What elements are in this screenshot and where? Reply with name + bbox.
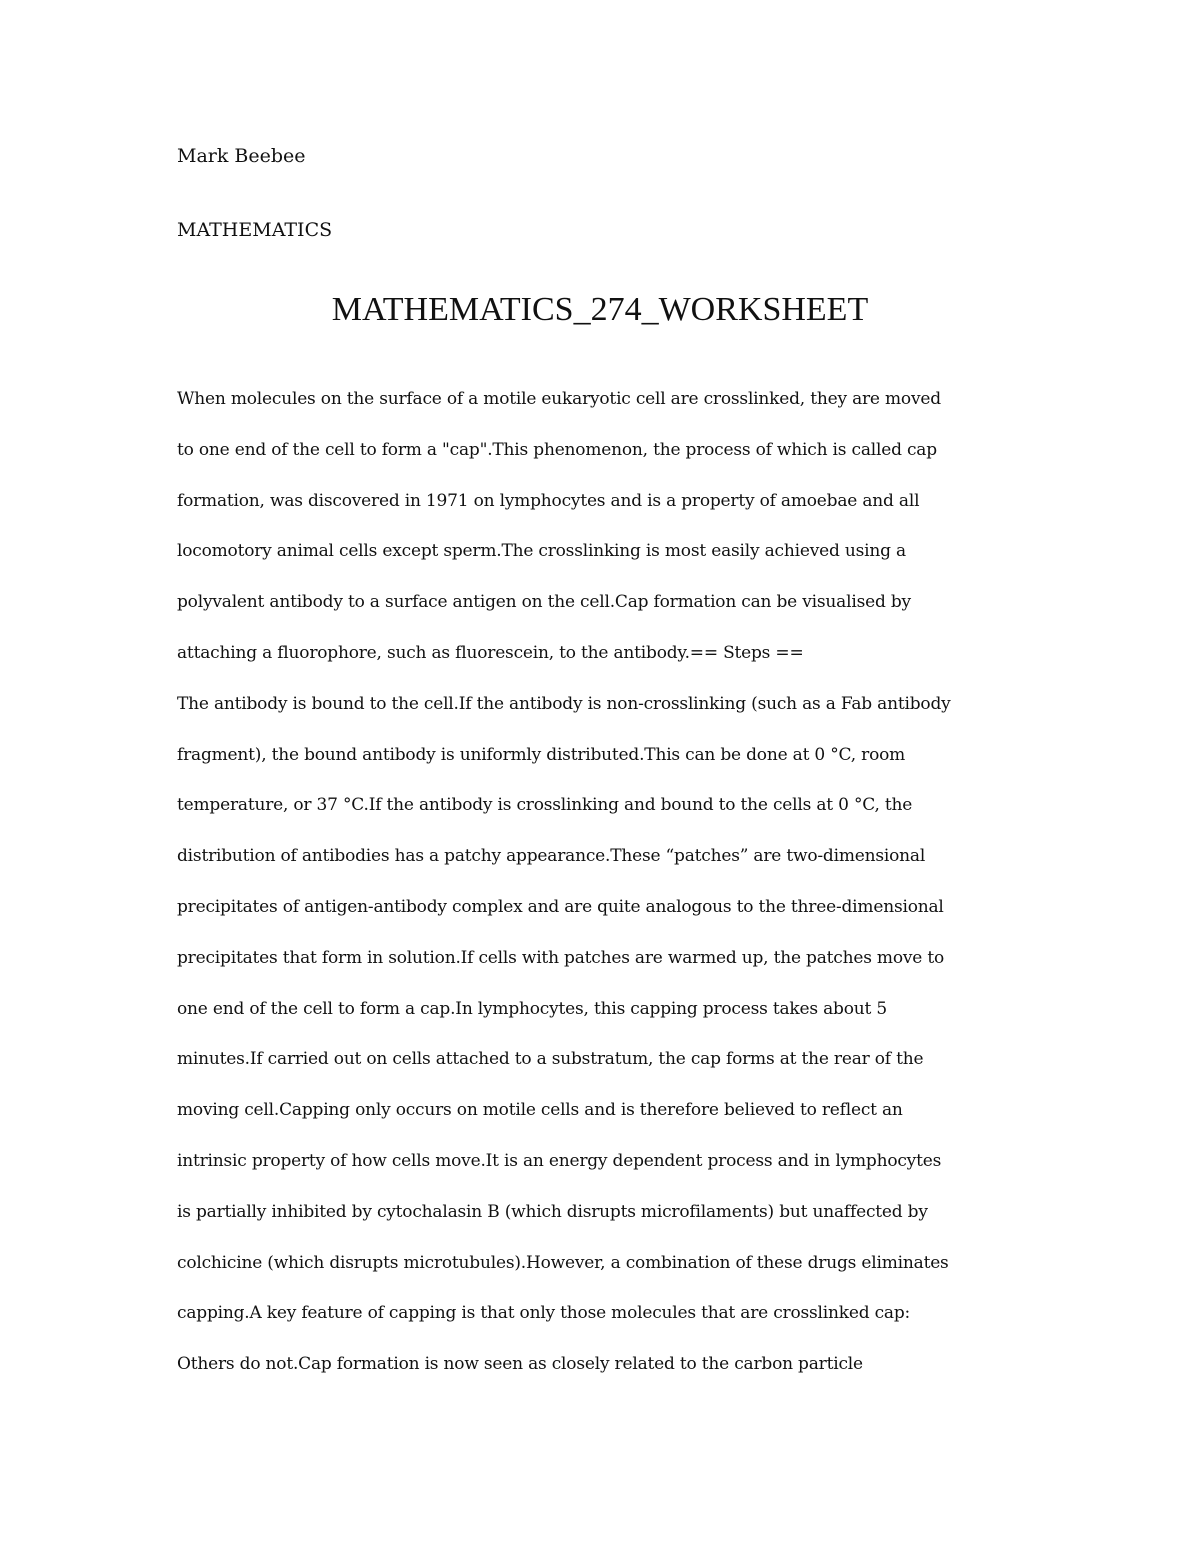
body-line: precipitates that form in solution.If cells with patches are warmed up, the patches move to	[177, 947, 945, 968]
body-line: precipitates of antigen-antibody complex and are quite analogous to the three-dimensional	[177, 896, 944, 917]
author-name: Mark Beebee	[177, 145, 306, 167]
body-line: attaching a fluorophore, such as fluorescein, to the antibody.== Steps ==	[177, 642, 804, 663]
body-line: is partially inhibited by cytochalasin B (which disrupts microfilaments) but unaffected by	[177, 1201, 928, 1222]
document-title: MATHEMATICS_274_WORKSHEET	[331, 291, 869, 328]
body-line: locomotory animal cells except sperm.The crosslinking is most easily achieved using a	[177, 541, 906, 562]
body-line: minutes.If carried out on cells attached to a substratum, the cap forms at the rear of the	[177, 1049, 924, 1070]
body-line: polyvalent antibody to a surface antigen on the cell.Cap formation can be visualised by	[177, 592, 911, 613]
body-line: colchicine (which disrupts microtubules).However, a combination of these drugs eliminates	[177, 1252, 949, 1273]
body-line: capping.A key feature of capping is that only those molecules that are crosslinked cap:	[177, 1303, 911, 1324]
body-line: temperature, or 37 °C.If the antibody is crosslinking and bound to the cells at 0 °C, the	[177, 795, 913, 816]
course-name: MATHEMATICS	[177, 219, 333, 241]
body-line: Others do not.Cap formation is now seen as closely related to the carbon particle	[177, 1354, 863, 1375]
body-line: The antibody is bound to the cell.If the antibody is non-crosslinking (such as a Fab antibody	[177, 693, 951, 714]
body-line: moving cell.Capping only occurs on motile cells and is therefore believed to reflect an	[177, 1100, 903, 1121]
body-line: one end of the cell to form a cap.In lymphocytes, this capping process takes about 5	[177, 998, 887, 1019]
body-line: formation, was discovered in 1971 on lymphocytes and is a property of amoebae and all	[177, 490, 920, 511]
body-line: distribution of antibodies has a patchy appearance.These “patches” are two-dimensional	[177, 846, 926, 867]
body-line: intrinsic property of how cells move.It is an energy dependent process and in lymphocytes	[177, 1150, 942, 1171]
body-line: fragment), the bound antibody is uniformly distributed.This can be done at 0 °C, room	[177, 744, 906, 765]
body-line: to one end of the cell to form a "cap".This phenomenon, the process of which is called cap	[177, 439, 937, 460]
body-text	[177, 385, 1057, 1401]
body-line: When molecules on the surface of a motile eukaryotic cell are crosslinked, they are moved	[177, 389, 941, 409]
